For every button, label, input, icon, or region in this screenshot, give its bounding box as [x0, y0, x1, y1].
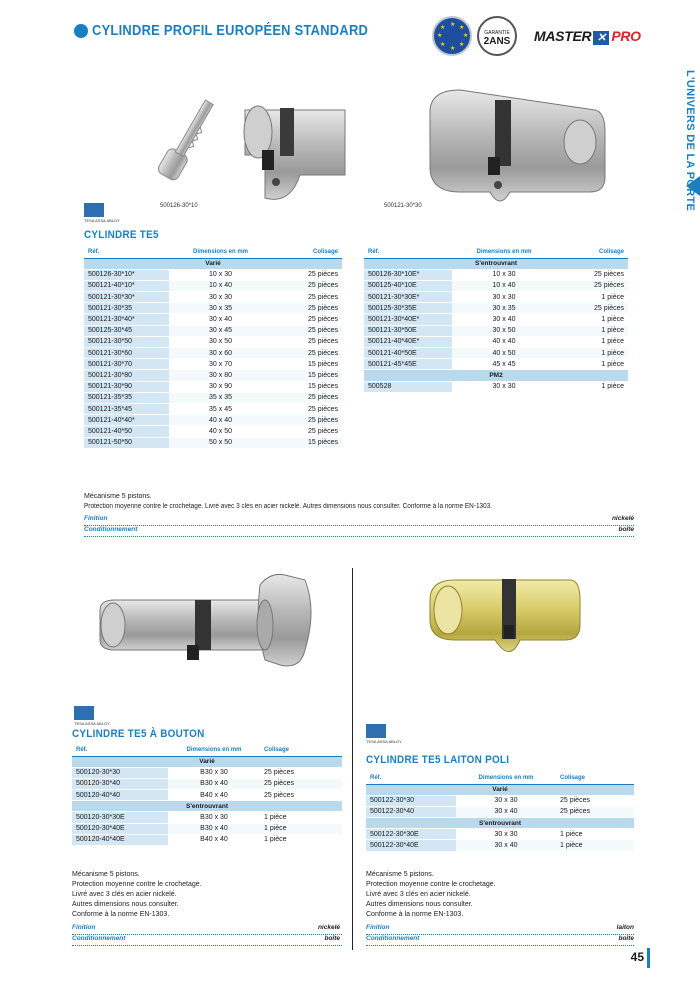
packaging-cell: 25 pièces — [556, 269, 628, 280]
table-row — [364, 269, 628, 280]
packaging-cell: 1 pièce — [556, 336, 628, 347]
group-row — [364, 370, 628, 381]
table-row — [364, 280, 628, 291]
ref-cell: 500121-40*10* — [84, 280, 169, 291]
table-row — [84, 415, 342, 426]
packaging-cell: 25 pièces — [272, 325, 342, 336]
packaging-cell: 25 pièces — [272, 426, 342, 437]
table-row — [72, 812, 342, 823]
ref-cell: 500121-40*40* — [84, 415, 169, 426]
table-row — [366, 795, 634, 806]
ref-cell: 500121-30*30* — [84, 292, 169, 303]
packaging-cell: 25 pièces — [272, 403, 342, 414]
desc-line: Mécanisme 5 pistons. — [366, 871, 434, 878]
dimension-cell: 30 x 30 — [456, 795, 556, 806]
desc-line: Mécanisme 5 pistons. — [72, 871, 140, 878]
dimension-cell: 50 x 50 — [169, 437, 272, 448]
ref-cell: 500121-30*90 — [84, 381, 169, 392]
col-header-dims: Dimensions en mm — [168, 744, 260, 756]
dimension-cell: 40 x 40 — [169, 415, 272, 426]
col-header-dims: Dimensions en mm — [452, 246, 556, 258]
section-title-bouton: CYLINDRE TE5 À BOUTON — [72, 728, 205, 740]
dimension-cell: 10 x 40 — [452, 280, 556, 291]
dimension-cell: 30 x 70 — [169, 359, 272, 370]
ref-cell: 500121-30*80 — [84, 370, 169, 381]
packaging-cell: 25 pièces — [260, 790, 342, 801]
packaging-cell: 25 pièces — [556, 795, 634, 806]
group-label: S'entrouvrant — [364, 258, 628, 269]
packaging-label: Conditionnement — [72, 935, 126, 942]
packaging-cell: 25 pièces — [260, 778, 342, 789]
table-row — [72, 823, 342, 834]
packaging-cell: 1 pièce — [556, 292, 628, 303]
packaging-cell: 1 pièce — [556, 381, 628, 392]
title-bullet-icon — [74, 24, 88, 38]
col-header-pack: Colisage — [272, 246, 342, 258]
packaging-cell: 25 pièces — [556, 280, 628, 291]
packaging-cell: 25 pièces — [272, 280, 342, 291]
table-row — [84, 348, 342, 359]
ref-cell: 500120-40*40 — [72, 790, 168, 801]
group-row — [84, 258, 342, 269]
dimension-cell: 35 x 45 — [169, 403, 272, 414]
group-row — [72, 801, 342, 812]
dimension-cell: 30 x 30 — [452, 381, 556, 392]
table-row — [72, 767, 342, 778]
ref-cell: 500121-50*50 — [84, 437, 169, 448]
brass-cylinder-image — [420, 565, 590, 670]
table-row — [84, 370, 342, 381]
double-cylinder-image-code: 500121-30*30 — [384, 203, 422, 209]
group-label: S'entrouvrant — [72, 801, 342, 812]
col-header-dims: Dimensions en mm — [169, 246, 272, 258]
ref-cell: 500122-30*30E — [366, 829, 456, 840]
guarantee-duration: 2ANS — [483, 36, 511, 47]
packaging-cell: 25 pièces — [272, 392, 342, 403]
packaging-cell: 15 pièces — [272, 359, 342, 370]
col-header-ref: Réf. — [72, 744, 168, 756]
packaging-cell: 25 pièces — [260, 767, 342, 778]
ref-cell: 500121-40*50E — [364, 348, 452, 359]
col-header-pack: Colisage — [556, 772, 634, 784]
dimension-cell: 30 x 50 — [452, 325, 556, 336]
table-row — [84, 280, 342, 291]
desc-line: Protection moyenne contre le crochetage. — [366, 881, 496, 888]
col-header-dims: Dimensions en mm — [456, 772, 556, 784]
table-row — [364, 381, 628, 392]
table-row — [84, 314, 342, 325]
table-row — [72, 778, 342, 789]
dimension-cell: 30 x 40 — [452, 314, 556, 325]
table-row — [84, 292, 342, 303]
desc-line: Autres dimensions nous consulter. — [72, 901, 179, 908]
dimension-cell: 10 x 40 — [169, 280, 272, 291]
page-header — [0, 0, 700, 70]
dimension-cell: 30 x 30 — [456, 829, 556, 840]
dimension-cell: 30 x 35 — [169, 303, 272, 314]
desc-line: Livré avec 3 clés en acier nickelé. — [366, 891, 471, 898]
packaging-value: boîte — [618, 935, 634, 942]
chapter-tab-marker — [686, 176, 700, 196]
page-number: 45 — [630, 950, 644, 964]
page-title: CYLINDRE PROFIL EUROPÉEN STANDARD — [92, 22, 369, 39]
group-label: Varié — [84, 258, 342, 269]
packaging-label: Conditionnement — [366, 935, 420, 942]
table-row — [364, 348, 628, 359]
packaging-cell: 25 pièces — [556, 303, 628, 314]
brand-mark-icon: ✕ — [593, 31, 609, 45]
ref-cell: 500125-30*45 — [84, 325, 169, 336]
table-row — [84, 381, 342, 392]
packaging-cell: 25 pièces — [272, 415, 342, 426]
divider — [84, 525, 634, 526]
tesa-logo-text: TESA ASSA ABLOY — [74, 721, 110, 726]
dimension-cell: 30 x 30 — [452, 292, 556, 303]
dimension-cell: 40 x 50 — [169, 426, 272, 437]
packaging-cell: 25 pièces — [272, 303, 342, 314]
bouton-description — [72, 870, 332, 920]
divider — [366, 945, 634, 946]
key-and-half-cylinder-image — [140, 80, 350, 205]
table-row — [84, 359, 342, 370]
group-label: PM2 — [364, 370, 628, 381]
divider — [72, 945, 342, 946]
finish-label: Finition — [366, 924, 390, 931]
table-row — [84, 403, 342, 414]
col-header-pack: Colisage — [260, 744, 342, 756]
dimension-cell: 45 x 45 — [452, 359, 556, 370]
dimension-cell: 30 x 80 — [169, 370, 272, 381]
dimension-cell: 30 x 90 — [169, 381, 272, 392]
laiton-table — [366, 772, 634, 852]
double-cylinder-image — [420, 82, 610, 212]
packaging-cell: 1 pièce — [556, 840, 634, 851]
dimension-cell: 30 x 30 — [169, 292, 272, 303]
ref-cell: 500121-40*50 — [84, 426, 169, 437]
dimension-cell: 40 x 40 — [452, 336, 556, 347]
ref-cell: 500121-45*45E — [364, 359, 452, 370]
table-row — [84, 269, 342, 280]
ref-cell: 500120-30*40 — [72, 778, 168, 789]
dimension-cell: B30 x 30 — [168, 812, 260, 823]
finish-value: nickelé — [611, 515, 634, 522]
ref-cell: 500122-30*40 — [366, 806, 456, 817]
table-row — [364, 336, 628, 347]
te5-entrouvrant-table — [364, 246, 628, 393]
finish-label: Finition — [72, 924, 96, 931]
finish-label: Finition — [84, 515, 108, 522]
ref-cell: 500125-40*10E — [364, 280, 452, 291]
group-label: Varié — [72, 756, 342, 767]
dimension-cell: 30 x 35 — [452, 303, 556, 314]
table-row — [84, 392, 342, 403]
dimension-cell: 10 x 30 — [169, 269, 272, 280]
desc-line: Mécanisme 5 pistons. — [84, 493, 152, 500]
ref-cell: 500121-30*50 — [84, 336, 169, 347]
ref-cell: 500121-30*35 — [84, 303, 169, 314]
table-row — [366, 806, 634, 817]
dimension-cell: B30 x 30 — [168, 767, 260, 778]
packaging-label: Conditionnement — [84, 526, 138, 533]
section-title-laiton: CYLINDRE TE5 LAITON POLI — [366, 754, 510, 766]
dimension-cell: B30 x 40 — [168, 778, 260, 789]
dimension-cell: B30 x 40 — [168, 823, 260, 834]
guarantee-badge — [477, 16, 517, 56]
dimension-cell: 30 x 50 — [169, 336, 272, 347]
table-row — [84, 303, 342, 314]
group-row — [366, 818, 634, 829]
finish-value: laiton — [616, 924, 634, 931]
group-label: S'entrouvrant — [366, 818, 634, 829]
table-row — [364, 325, 628, 336]
ref-cell: 500120-30*30E — [72, 812, 168, 823]
tesa-logo — [74, 706, 110, 726]
brand-name-part2: PRO — [611, 28, 641, 44]
desc-line: Livré avec 3 clés en acier nickelé. — [72, 891, 177, 898]
brand-name-part1: MASTER — [534, 28, 592, 44]
dimension-cell: 30 x 40 — [456, 840, 556, 851]
dimension-cell: 30 x 45 — [169, 325, 272, 336]
col-header-ref: Réf. — [84, 246, 169, 258]
ref-cell: 500121-35*45 — [84, 403, 169, 414]
packaging-cell: 1 pièce — [556, 348, 628, 359]
column-divider — [352, 568, 353, 950]
tesa-logo-text: TESA ASSA ABLOY — [366, 739, 402, 744]
ref-cell: 500120-40*40E — [72, 834, 168, 845]
col-header-ref: Réf. — [366, 772, 456, 784]
packaging-cell: 1 pièce — [260, 823, 342, 834]
dimension-cell: B40 x 40 — [168, 834, 260, 845]
packaging-cell: 25 pièces — [272, 314, 342, 325]
table-row — [366, 829, 634, 840]
ref-cell: 500122-30*30 — [366, 795, 456, 806]
table-row — [364, 303, 628, 314]
ref-cell: 500121-30*50E — [364, 325, 452, 336]
guarantee-label: GARANTIE — [484, 30, 510, 36]
tesa-logo — [366, 724, 402, 744]
packaging-value: boîte — [618, 526, 634, 533]
dimension-cell: 40 x 50 — [452, 348, 556, 359]
desc-line: Protection moyenne contre le crochetage. Livré avec 3 clés en acier nickelé. Autres dimensions nous consulter. Conforme à la norme EN-1303. — [84, 503, 493, 510]
packaging-cell: 15 pièces — [272, 437, 342, 448]
packaging-cell: 1 pièce — [556, 829, 634, 840]
table-row — [366, 840, 634, 851]
table-row — [364, 314, 628, 325]
te5-varie-table — [84, 246, 342, 449]
dimension-cell: 10 x 30 — [452, 269, 556, 280]
packaging-cell: 1 pièce — [556, 359, 628, 370]
ref-cell: 500126-30*10* — [84, 269, 169, 280]
brand-logo — [534, 28, 641, 45]
desc-line: Conforme à la norme EN-1303. — [366, 911, 464, 918]
dimension-cell: 35 x 35 — [169, 392, 272, 403]
table-row — [364, 292, 628, 303]
packaging-cell: 1 pièce — [556, 314, 628, 325]
eu-certification-icon: ★ ★ ★ ★ ★ ★ ★ ★ — [432, 16, 472, 56]
packaging-cell: 1 pièce — [260, 812, 342, 823]
table-row — [72, 834, 342, 845]
packaging-cell: 1 pièce — [556, 325, 628, 336]
desc-line: Autres dimensions nous consulter. — [366, 901, 473, 908]
ref-cell: 500120-30*30 — [72, 767, 168, 778]
packaging-cell: 15 pièces — [272, 370, 342, 381]
page-number-bar — [647, 948, 650, 968]
group-label: Varié — [366, 784, 634, 795]
tesa-logo-text: TESA ASSA ABLOY — [84, 218, 120, 223]
ref-cell: 500121-40*40E* — [364, 336, 452, 347]
section-title-te5: CYLINDRE TE5 — [84, 229, 159, 241]
divider — [84, 536, 634, 537]
packaging-value: boîte — [324, 935, 340, 942]
table-row — [84, 437, 342, 448]
chapter-label: L'UNIVERS DE LA PORTE — [684, 70, 696, 212]
ref-cell: 500120-30*40E — [72, 823, 168, 834]
desc-line: Conforme à la norme EN-1303. — [72, 911, 170, 918]
table-row — [84, 336, 342, 347]
desc-line: Protection moyenne contre le crochetage. — [72, 881, 202, 888]
ref-cell: 500121-30*30E* — [364, 292, 452, 303]
dimension-cell: 30 x 60 — [169, 348, 272, 359]
packaging-cell: 25 pièces — [272, 336, 342, 347]
col-header-ref: Réf. — [364, 246, 452, 258]
ref-cell: 500121-30*60 — [84, 348, 169, 359]
dimension-cell: 30 x 40 — [169, 314, 272, 325]
ref-cell: 500122-30*40E — [366, 840, 456, 851]
packaging-cell: 15 pièces — [272, 381, 342, 392]
table-row — [364, 359, 628, 370]
ref-cell: 500121-35*35 — [84, 392, 169, 403]
ref-cell: 500121-30*40* — [84, 314, 169, 325]
packaging-cell: 25 pièces — [272, 348, 342, 359]
dimension-cell: 30 x 40 — [456, 806, 556, 817]
col-header-pack: Colisage — [556, 246, 628, 258]
group-row — [366, 784, 634, 795]
packaging-cell: 25 pièces — [556, 806, 634, 817]
ref-cell: 500528 — [364, 381, 452, 392]
packaging-cell: 25 pièces — [272, 292, 342, 303]
chapter-sidebar — [668, 0, 700, 990]
packaging-cell: 1 pièce — [260, 834, 342, 845]
laiton-description — [366, 870, 626, 920]
table-row — [84, 426, 342, 437]
key-image-code: 500126-30*10 — [160, 203, 198, 209]
group-row — [364, 258, 628, 269]
bouton-table — [72, 744, 342, 846]
packaging-cell: 25 pièces — [272, 269, 342, 280]
group-row — [72, 756, 342, 767]
ref-cell: 500125-30*35E — [364, 303, 452, 314]
tesa-logo — [84, 203, 120, 223]
table-row — [72, 790, 342, 801]
ref-cell: 500121-30*40E* — [364, 314, 452, 325]
te5-description — [84, 492, 644, 512]
table-row — [84, 325, 342, 336]
ref-cell: 500121-30*70 — [84, 359, 169, 370]
finish-value: nickelé — [317, 924, 340, 931]
knob-cylinder-image — [95, 570, 320, 685]
dimension-cell: B40 x 40 — [168, 790, 260, 801]
ref-cell: 500126-30*10E* — [364, 269, 452, 280]
